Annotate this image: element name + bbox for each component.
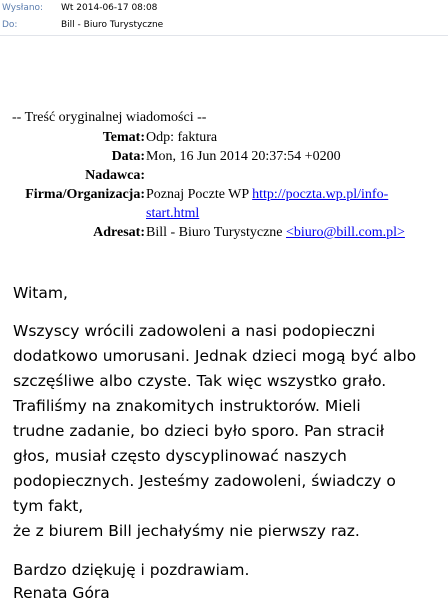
original-message-separator: -- Treść oryginalnej wiadomości -- bbox=[12, 110, 207, 125]
body-line: trudne zadanie, bo dzieci było sporo. Pan stracił bbox=[13, 422, 385, 440]
company-row bbox=[0, 187, 448, 205]
sent-row bbox=[0, 0, 448, 17]
signature: Renata Góra bbox=[13, 584, 110, 602]
address-name: Bill - Biuro Turystyczne bbox=[146, 225, 283, 240]
address-email-link[interactable]: <biuro@bill.com.pl> bbox=[286, 225, 405, 240]
sender-label: Nadawca: bbox=[85, 168, 145, 183]
body-line: głos, musiał często dyscyplinować naszych bbox=[13, 447, 347, 465]
sender-row bbox=[0, 168, 448, 186]
subject-row bbox=[0, 130, 448, 148]
subject-value: Odp: faktura bbox=[146, 130, 218, 145]
body-line: szczęśliwe albo czyste. Tak więc wszystko grało. bbox=[13, 372, 387, 390]
closing-line: Bardzo dziękuję i pozdrawiam. bbox=[13, 561, 250, 579]
body-line: że z biurem Bill jechałyśmy nie pierwszy raz. bbox=[13, 522, 360, 540]
greeting: Witam, bbox=[13, 284, 68, 302]
company-value bbox=[146, 187, 388, 203]
sent-value: Wt 2014-06-17 08:08 bbox=[61, 3, 158, 13]
sent-label: Wysłano: bbox=[2, 3, 44, 13]
header-divider bbox=[0, 35, 448, 36]
subject-label: Temat: bbox=[102, 130, 145, 145]
company-link[interactable]: http://poczta.wp.pl/info- bbox=[252, 187, 389, 202]
body-line: dodatkowo umorusani. Jednak dzieci mogą być albo bbox=[13, 347, 417, 365]
to-label: Do: bbox=[2, 20, 18, 30]
to-row bbox=[0, 17, 448, 34]
body-line: podopiecznych. Jesteśmy zadowoleni, świadczy o bbox=[13, 472, 396, 490]
date-row bbox=[0, 149, 448, 167]
body-line: tym fakt, bbox=[13, 497, 84, 515]
date-value: Mon, 16 Jun 2014 20:37:54 +0200 bbox=[146, 149, 341, 164]
address-label: Adresat: bbox=[93, 225, 145, 240]
company-label: Firma/Organizacja: bbox=[25, 187, 145, 202]
company-name: Poznaj Poczte WP bbox=[146, 187, 249, 202]
message-header bbox=[0, 0, 448, 34]
to-recipient[interactable]: Bill - Biuro Turystyczne bbox=[61, 20, 164, 30]
company-link-continuation[interactable]: start.html bbox=[146, 206, 200, 221]
body-line: Trafiliśmy na znakomitych instruktorów. Mieli bbox=[13, 397, 361, 415]
address-value bbox=[146, 225, 405, 241]
address-row bbox=[0, 225, 448, 243]
date-label: Data: bbox=[111, 149, 145, 164]
company-link-continuation-row bbox=[0, 206, 448, 224]
body-line: Wszyscy wrócili zadowoleni a nasi podopieczni bbox=[13, 322, 376, 340]
